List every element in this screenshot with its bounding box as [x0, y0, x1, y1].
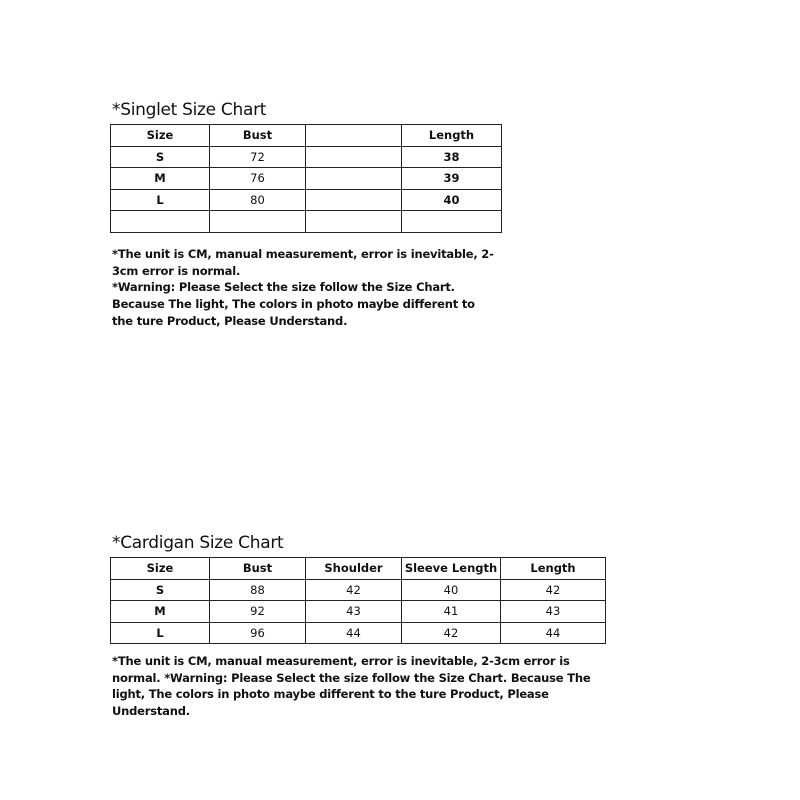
note-line: *The unit is CM, manual measurement, error is inevitable, 2-	[112, 247, 494, 261]
length-cell: 40	[402, 189, 502, 211]
note-line: Because The light, The colors in photo maybe different to	[112, 297, 475, 312]
header-cell: Size	[111, 558, 210, 580]
cardigan-note	[112, 653, 590, 720]
length-cell: 43	[501, 601, 606, 623]
size-cell: M	[111, 601, 210, 623]
header-cell: Shoulder	[306, 558, 402, 580]
singlet-note	[112, 246, 494, 330]
header-cell: Sleeve Length	[402, 558, 501, 580]
header-cell: Bust	[210, 558, 306, 580]
table-row	[111, 146, 502, 168]
header-cell	[306, 125, 402, 147]
table-row	[111, 622, 606, 644]
note-line: Understand.	[112, 704, 190, 719]
bust-cell: 72	[210, 146, 306, 168]
singlet-size-table	[110, 124, 502, 233]
empty-cell	[306, 168, 402, 190]
empty-cell	[402, 211, 502, 233]
empty-cell	[306, 211, 402, 233]
length-cell: 44	[501, 622, 606, 644]
size-cell: L	[111, 622, 210, 644]
size-cell: L	[111, 189, 210, 211]
empty-cell	[306, 189, 402, 211]
sleeve-length-cell: 42	[402, 622, 501, 644]
empty-cell	[306, 146, 402, 168]
note-line: 3cm error is normal.	[112, 263, 241, 278]
table-row	[111, 579, 606, 601]
empty-cell	[210, 211, 306, 233]
table-header-row	[111, 125, 502, 147]
note-line: light, The colors in photo maybe different to the ture Product, Please	[112, 687, 549, 702]
header-cell: Bust	[210, 125, 306, 147]
table-row	[111, 168, 502, 190]
table-header-row	[111, 558, 606, 580]
bust-cell: 80	[210, 189, 306, 211]
cardigan-chart-title: *Cardigan Size Chart	[112, 533, 284, 553]
length-cell: 38	[402, 146, 502, 168]
sleeve-length-cell: 41	[402, 601, 501, 623]
note-line: the ture Product, Please Understand.	[112, 313, 348, 328]
header-cell: Length	[501, 558, 606, 580]
note-line: normal. *Warning: Please Select the size follow the Size Chart. Because The	[112, 670, 591, 685]
table-row	[111, 601, 606, 623]
table-row	[111, 189, 502, 211]
note-line: *Warning: Please Select the size follow the Size Chart.	[112, 280, 455, 295]
size-cell: S	[111, 146, 210, 168]
note-line: *The unit is CM, manual measurement, error is inevitable, 2-3cm error is	[112, 654, 570, 668]
length-cell: 39	[402, 168, 502, 190]
cardigan-size-table	[110, 557, 606, 644]
empty-cell	[111, 211, 210, 233]
bust-cell: 92	[210, 601, 306, 623]
size-cell: M	[111, 168, 210, 190]
header-cell: Length	[402, 125, 502, 147]
shoulder-cell: 43	[306, 601, 402, 623]
table-row	[111, 211, 502, 233]
sleeve-length-cell: 40	[402, 579, 501, 601]
shoulder-cell: 42	[306, 579, 402, 601]
bust-cell: 76	[210, 168, 306, 190]
bust-cell: 96	[210, 622, 306, 644]
size-cell: S	[111, 579, 210, 601]
length-cell: 42	[501, 579, 606, 601]
bust-cell: 88	[210, 579, 306, 601]
singlet-chart-title: *Singlet Size Chart	[112, 100, 267, 120]
shoulder-cell: 44	[306, 622, 402, 644]
header-cell: Size	[111, 125, 210, 147]
